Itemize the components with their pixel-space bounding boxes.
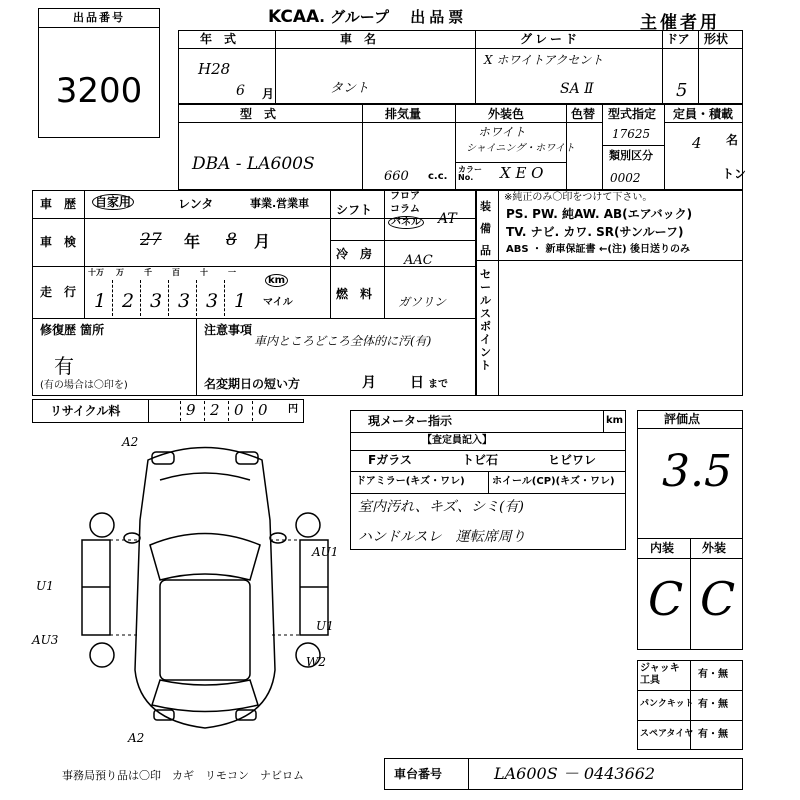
rename-day: 日 — [410, 375, 424, 391]
sheet-title: 出品票 — [410, 8, 468, 26]
car-mark-a2-front: A2 — [122, 435, 139, 449]
person-unit: 名 — [726, 133, 739, 147]
fuel-label: 燃 料 — [336, 287, 373, 301]
odometer-digit: 1 — [234, 290, 247, 312]
recycle-digit: 0 — [234, 401, 244, 419]
displacement-value: 660 — [384, 169, 409, 184]
tool-spare-value: 有・無 — [698, 729, 728, 740]
inspection-month: 8 — [226, 230, 237, 250]
mileage-label: 走 行 — [40, 285, 77, 299]
inspection-month-unit: 月 — [254, 232, 271, 251]
org-logo: KCAA — [268, 7, 320, 27]
equipment-line1: PS. PW. 純AW. AB(エアバック) — [506, 207, 693, 221]
interior-label: 内装 — [650, 541, 675, 555]
repair-label: 修復歴 箇所 — [40, 323, 105, 337]
chassis-label: 車台番号 — [394, 767, 443, 781]
recycle-digit: 0 — [258, 401, 268, 419]
shift-column: コラム — [390, 204, 420, 215]
model-label: 型 式 — [240, 107, 277, 121]
color-change-label: 色替 — [571, 107, 596, 121]
fuel-value: ガソリン — [398, 295, 447, 309]
year-month: 6 — [236, 83, 245, 99]
tool-puncture-value: 有・無 — [698, 699, 728, 710]
equipment-note: ※純正のみ〇印をつけて下さい。 — [504, 192, 653, 203]
exterior-color-line1: ホワイト — [478, 125, 526, 139]
lot-number: 3200 — [55, 71, 143, 111]
capacity-label: 定員・積載 — [673, 107, 734, 121]
rename-month: 月 — [362, 375, 376, 391]
exterior-grade: C — [700, 572, 736, 626]
recycle-digit: 9 — [186, 401, 196, 419]
rename-label: 名変期日の短い方 — [204, 377, 301, 391]
exterior-color-line2: シャイニング・ホワイト — [466, 143, 575, 154]
color-no-label: カラー No. — [458, 165, 482, 182]
shape-label: 形状 — [704, 32, 729, 46]
history-rental: レンタ — [178, 197, 214, 211]
odometer-place-label: 万 — [116, 268, 124, 277]
odometer-place-label: 一 — [228, 268, 236, 277]
color-no-value: X E O — [500, 164, 544, 182]
recycle-unit: 円 — [288, 404, 298, 415]
door-mirror-label: ドアミラー(キズ・ワレ) — [356, 476, 465, 487]
shift-floor: フロア — [390, 191, 420, 202]
office-note: 事務局預り品は〇印 カギ リモコン ナビロム — [62, 769, 304, 782]
car-mark-u1-left: U1 — [36, 579, 54, 593]
repair-value: 有 — [54, 354, 74, 378]
type-designation-label: 型式指定 — [608, 107, 657, 121]
car-mark-u1-right: U1 — [316, 619, 334, 633]
meter-unit: km — [606, 415, 624, 426]
lot-number-label: 出品番号 — [39, 9, 159, 28]
odometer-place-label: 千 — [144, 268, 152, 277]
tool-puncture-label: パンクキット — [640, 699, 694, 709]
year-era: H28 — [198, 60, 231, 78]
rename-until: まで — [428, 379, 448, 390]
car-mark-a2-rear: A2 — [128, 731, 145, 745]
wheel-label: ホイール(CP)(キズ・ワレ) — [492, 476, 615, 487]
hibi-label: ヒビワレ — [548, 453, 597, 467]
car-diagram — [70, 430, 340, 750]
tobi-label: トビ石 — [462, 453, 499, 467]
equipment-line2: TV. ナビ. カワ. SR(サンルーフ) — [506, 225, 684, 239]
car-name-label: 車 名 — [340, 32, 377, 46]
tool-jack-label: ジャッキ工具 — [640, 663, 680, 686]
category-value: 0002 — [610, 171, 641, 185]
meter-label: 現メーター指示 — [368, 414, 453, 428]
odometer-digit: 3 — [150, 290, 163, 312]
inspection-year: 27 — [140, 230, 162, 250]
door-count: 5 — [676, 80, 688, 101]
history-business: 事業.営業車 — [250, 197, 310, 210]
f-glass-label: Fガラス — [368, 453, 412, 467]
year-label: 年 式 — [200, 32, 237, 46]
grade-line2: SA Ⅱ — [560, 81, 594, 97]
shift-label: シフト — [336, 203, 373, 217]
odometer-place-label: 十万 — [88, 268, 104, 277]
shift-value: AT — [438, 211, 457, 227]
car-mark-au1: AU1 — [312, 545, 339, 559]
km-unit: km — [265, 276, 288, 286]
door-label: ドア — [666, 32, 690, 46]
inspector-header: 【査定員記入】 — [422, 435, 492, 446]
odometer-place-label: 百 — [172, 268, 180, 277]
ac-value: AAC — [404, 253, 433, 268]
recycle-label: リサイクル料 — [50, 404, 121, 418]
meter-comment1: 室内汚れ、キズ、シミ(有) — [358, 499, 524, 515]
odometer-digit: 3 — [206, 290, 219, 312]
notes-value: 車内ところどころ全体的に汚(有) — [254, 334, 432, 348]
month-unit: 月 — [262, 87, 275, 101]
type-designation-value: 17625 — [612, 127, 651, 141]
tool-jack-value: 有・無 — [698, 669, 728, 680]
odometer-digit: 2 — [122, 290, 135, 312]
inspection-label: 車 検 — [40, 235, 77, 249]
car-name: タント — [330, 81, 370, 96]
ac-label: 冷 房 — [336, 247, 373, 261]
equipment-line3: ABS ・ 新車保証書 ←(注) 後日送りのみ — [506, 244, 691, 255]
odometer-digit: 1 — [94, 290, 107, 312]
shift-panel: パネル — [388, 218, 424, 228]
repair-note: (有の場合は〇印を) — [40, 380, 128, 391]
organizer-label: 主催者用 — [640, 13, 720, 33]
group-label: グループ — [330, 8, 389, 26]
ton-unit: トン — [722, 167, 747, 181]
recycle-digit: 2 — [210, 401, 220, 419]
model-value: DBA - LA600S — [192, 154, 315, 174]
grade-score: 3.5 — [662, 446, 732, 497]
mile-unit: マイル — [263, 297, 293, 308]
car-mark-au3: AU3 — [32, 633, 59, 647]
interior-grade: C — [648, 572, 684, 626]
exterior-label: 外装 — [702, 541, 727, 555]
cc-unit: c.c. — [428, 171, 448, 182]
history-label: 車 歴 — [40, 197, 77, 211]
displacement-label: 排気量 — [385, 107, 422, 121]
exterior-color-label: 外装色 — [488, 107, 525, 121]
grade-line1: X ホワイトアクセント — [484, 53, 604, 67]
equipment-label: 装備品 — [480, 200, 491, 257]
odometer-digit: 3 — [178, 290, 191, 312]
sales-point-label: セールスポイント — [480, 268, 491, 372]
grade-label: グレード — [520, 32, 581, 46]
inspection-year-unit: 年 — [184, 232, 201, 251]
lot-number-box — [38, 8, 160, 138]
tool-spare-label: スペアタイヤ — [640, 729, 694, 739]
meter-comment2: ハンドルスレ 運転席周り — [358, 529, 526, 545]
car-mark-w2: W2 — [306, 655, 326, 669]
grade-score-label: 評価点 — [664, 412, 701, 426]
history-private: 自家用 — [92, 196, 134, 208]
notes-label: 注意事項 — [204, 323, 253, 337]
chassis-number: LA600S － 0443662 — [494, 764, 656, 783]
capacity-value: 4 — [692, 134, 702, 152]
odometer-place-label: 十 — [200, 268, 208, 277]
sheet-header: KCAA. グループ 出品票 — [268, 7, 468, 27]
category-label: 類別区分 — [609, 149, 653, 162]
